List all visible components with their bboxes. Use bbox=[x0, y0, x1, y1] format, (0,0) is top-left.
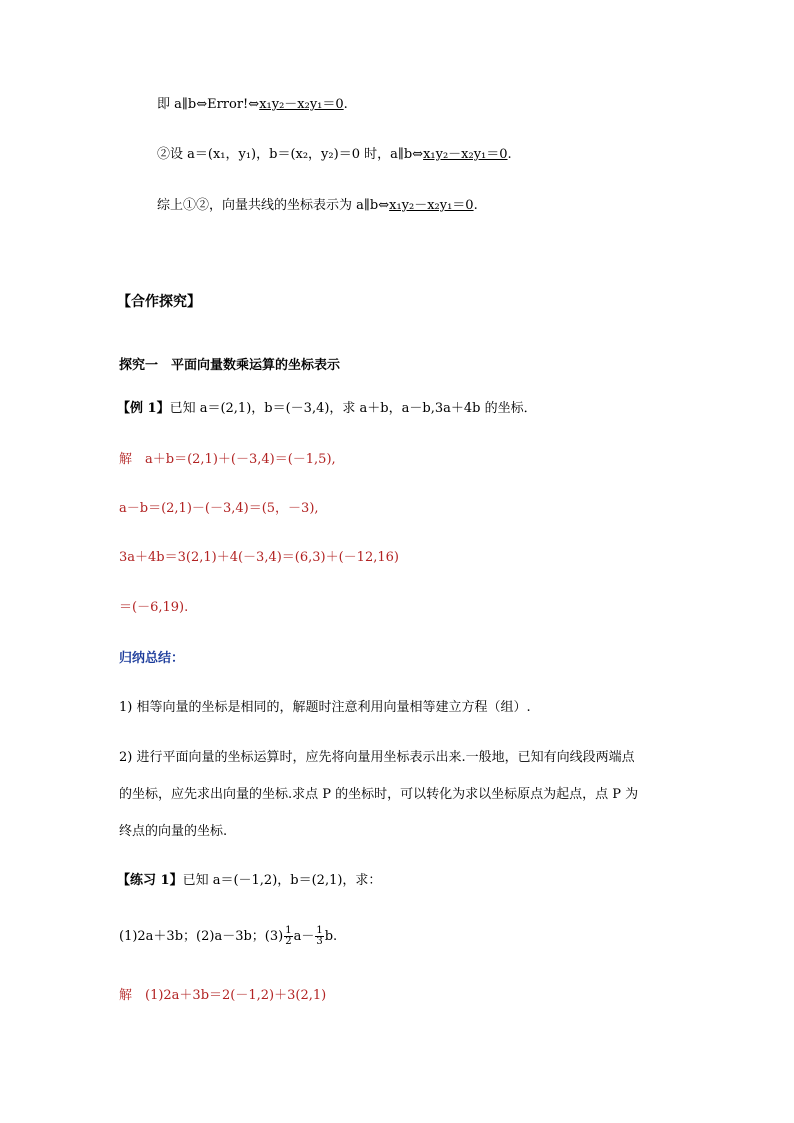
proof-line-3-prefix: 综上①②，向量共线的坐标表示为 a∥b⇔ bbox=[157, 198, 390, 213]
example-1-solution-line-3: 3a＋4b＝3(2,1)＋4(－3,4)＝(6,3)＋(－12,16) bbox=[119, 550, 399, 565]
exercise-1-questions bbox=[119, 926, 337, 947]
fraction-one-half bbox=[284, 926, 292, 947]
exercise-1-q-mid: a－ bbox=[293, 929, 315, 944]
summary-item-2-line-2: 的坐标，应先求出向量的坐标.求点 P 的坐标时，可以转化为求以坐标原点为起点，点 P 为 bbox=[119, 787, 639, 802]
fraction-1-numerator: 1 bbox=[285, 925, 292, 936]
example-1 bbox=[117, 400, 537, 418]
fraction-1-denominator: 2 bbox=[285, 936, 292, 947]
proof-line-2-prefix: ②设 a＝(x₁，y₁)，b＝(x₂，y₂)＝0 时，a∥b⇔ bbox=[157, 147, 424, 162]
proof-line-2-formula: x₁y₂－x₂y₁＝0 bbox=[423, 147, 508, 162]
summary-item-2-line-3: 终点的向量的坐标. bbox=[119, 824, 228, 839]
proof-line-1-end: . bbox=[343, 97, 348, 112]
proof-line-1-formula: x₁y₂－x₂y₁＝0 bbox=[259, 97, 344, 112]
example-1-text: 已知 a＝(2,1)，b＝(－3,4)，求 a＋b，a－b,3a＋4b 的坐标． bbox=[169, 401, 537, 416]
exercise-1 bbox=[117, 872, 381, 890]
proof-line-1-prefix: 即 a∥b⇔Error!⇔ bbox=[157, 97, 260, 112]
example-1-solution-line-1: 解 a＋b＝(2,1)＋(－3,4)＝(－1,5), bbox=[119, 452, 336, 467]
fraction-2-numerator: 1 bbox=[316, 925, 323, 936]
section-title: 【合作探究】 bbox=[117, 294, 201, 310]
inquiry-1-title: 探究一 平面向量数乘运算的坐标表示 bbox=[119, 358, 341, 373]
summary-item-1: 1) 相等向量的坐标是相同的，解题时注意利用向量相等建立方程（组）. bbox=[119, 700, 531, 715]
proof-line-2-end: . bbox=[507, 147, 512, 162]
proof-line-2 bbox=[157, 146, 512, 164]
proof-line-3-end: . bbox=[473, 198, 478, 213]
exercise-1-q-end: b. bbox=[324, 929, 338, 944]
fraction-2-denominator: 3 bbox=[316, 936, 323, 947]
proof-line-3 bbox=[157, 197, 478, 215]
example-1-label: 【例 1】 bbox=[117, 401, 170, 416]
exercise-1-solution-line-1: 解 (1)2a＋3b＝2(－1,2)＋3(2,1) bbox=[119, 988, 327, 1003]
summary-item-2-line-1: 2) 进行平面向量的坐标运算时，应先将向量用坐标表示出来.一般地，已知有向线段两端点 bbox=[119, 750, 635, 765]
proof-line-1 bbox=[157, 96, 348, 114]
example-1-solution-line-4: ＝(－6,19). bbox=[119, 600, 189, 615]
fraction-one-third bbox=[315, 926, 323, 947]
exercise-1-text: 已知 a＝(－1,2)，b＝(2,1)，求： bbox=[182, 873, 382, 888]
example-1-solution-line-2: a－b＝(2,1)－(－3,4)＝(5，－3), bbox=[119, 501, 319, 516]
proof-line-3-formula: x₁y₂－x₂y₁＝0 bbox=[389, 198, 474, 213]
exercise-1-q-part1: (1)2a＋3b；(2)a－3b；(3) bbox=[119, 929, 284, 944]
summary-title: 归纳总结： bbox=[119, 651, 185, 666]
exercise-1-label: 【练习 1】 bbox=[117, 873, 183, 888]
